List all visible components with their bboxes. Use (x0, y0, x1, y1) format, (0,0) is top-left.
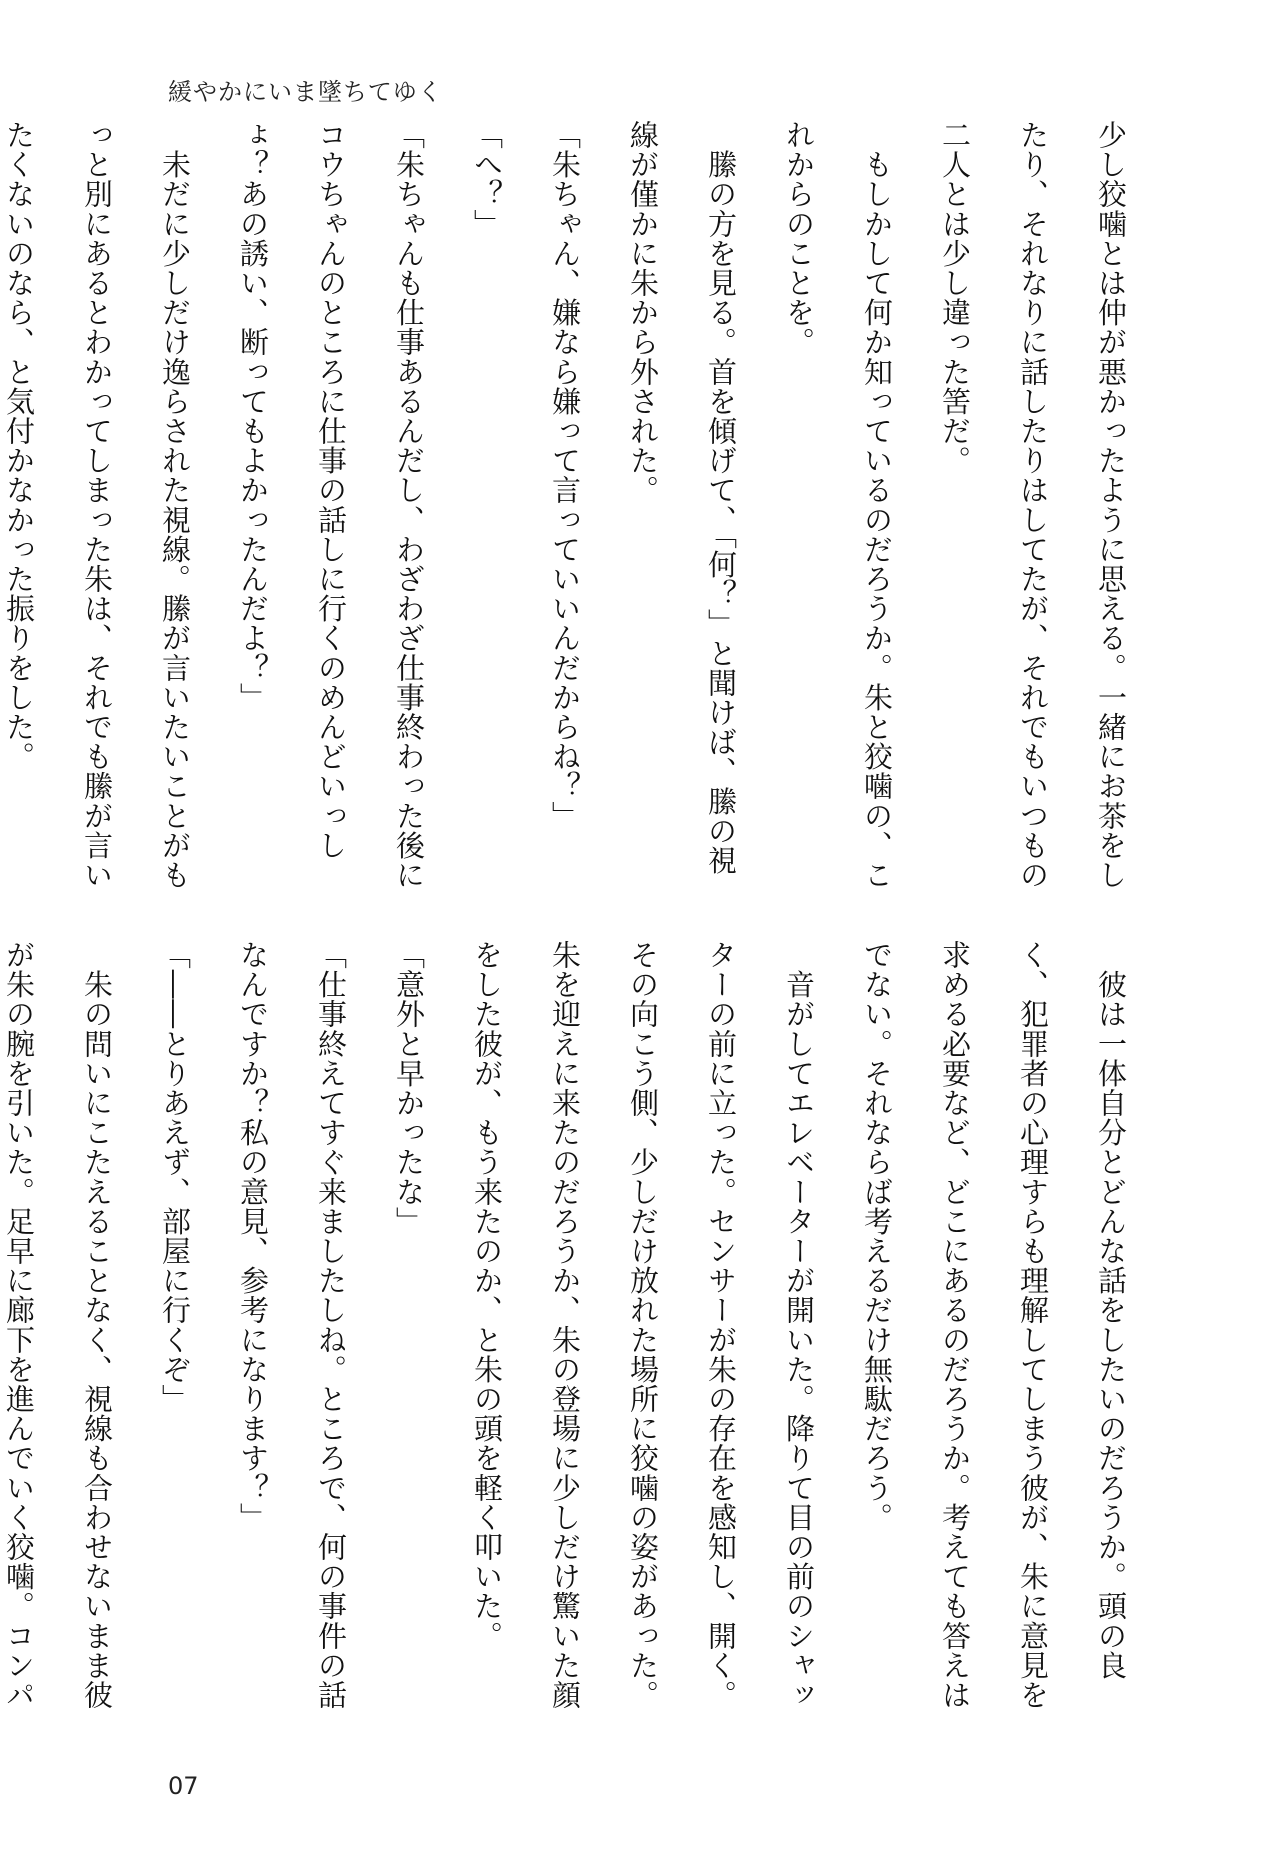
paragraph: 「――とりあえず、部屋に行くぞ」 (158, 940, 192, 1414)
paragraph: 「朱ちゃん、嫌なら嫌って言っていいんだからね？」 (548, 120, 582, 831)
paragraph: 彼は一体自分とどんな話をしたいのだろうか。頭の良く、犯罪者の心理すらも理解してしまう彼が、朱に意見を求める必要など、どこにあるのだろうか。考えても答えはでない。それならば考えるだけ無駄だろう。 (860, 940, 1128, 1710)
paragraph: 「意外と早かったな」 (392, 940, 426, 1236)
paragraph: 「へ？」 (470, 120, 504, 239)
page-number: 07 (168, 1772, 199, 1800)
paragraph: 縢の方を見る。首を傾げて、「何？」と聞けば、縢の視線が僅かに朱から外された。 (626, 120, 738, 876)
running-title: 緩やかにいま墜ちてゆく (168, 78, 443, 106)
paragraph: 少し狡噛とは仲が悪かったように思える。一緒にお茶をしたり、それなりに話したりはしてたが、それでもいつもの二人とは少し違った筈だ。 (938, 120, 1128, 890)
paragraph: 音がしてエレベーターが開いた。降りて目の前のシャッターの前に立った。センサーが朱の存在を感知し、開く。その向こう側、少しだけ放れた場所に狡噛の姿があった。朱を迎えに来たのだろうか、朱の登場に少しだけ驚いた顔をした彼が、もう来たのか、と朱の頭を軽く叩いた。 (470, 940, 816, 1710)
paragraph: 朱の問いにこたえることなく、視線も合わせないまま彼が朱の腕を引いた。足早に廊下を進んでいく狡噛。コンパ (2, 940, 114, 1710)
upper-text-block (2, 120, 1150, 890)
paragraph: もしかして何か知っているのだろうか。朱と狡噛の、これからのことを。 (782, 120, 894, 890)
paragraph: 「仕事終えてすぐ来ましたしね。ところで、何の事件の話なんですか？私の意見、参考になります？」 (236, 940, 348, 1710)
paragraph: 「朱ちゃんも仕事あるんだし、わざわざ仕事終わった後にコウちゃんのところに仕事の話しに行くのめんどいっしょ？あの誘い、断ってもよかったんだよ？」 (236, 120, 426, 890)
lower-text-block (2, 940, 1150, 1710)
paragraph: 未だに少しだけ逸らされた視線。縢が言いたいことがもっと別にあるとわかってしまった朱は、それでも縢が言いたくないのなら、と気付かなかった振りをした。 (2, 120, 192, 890)
